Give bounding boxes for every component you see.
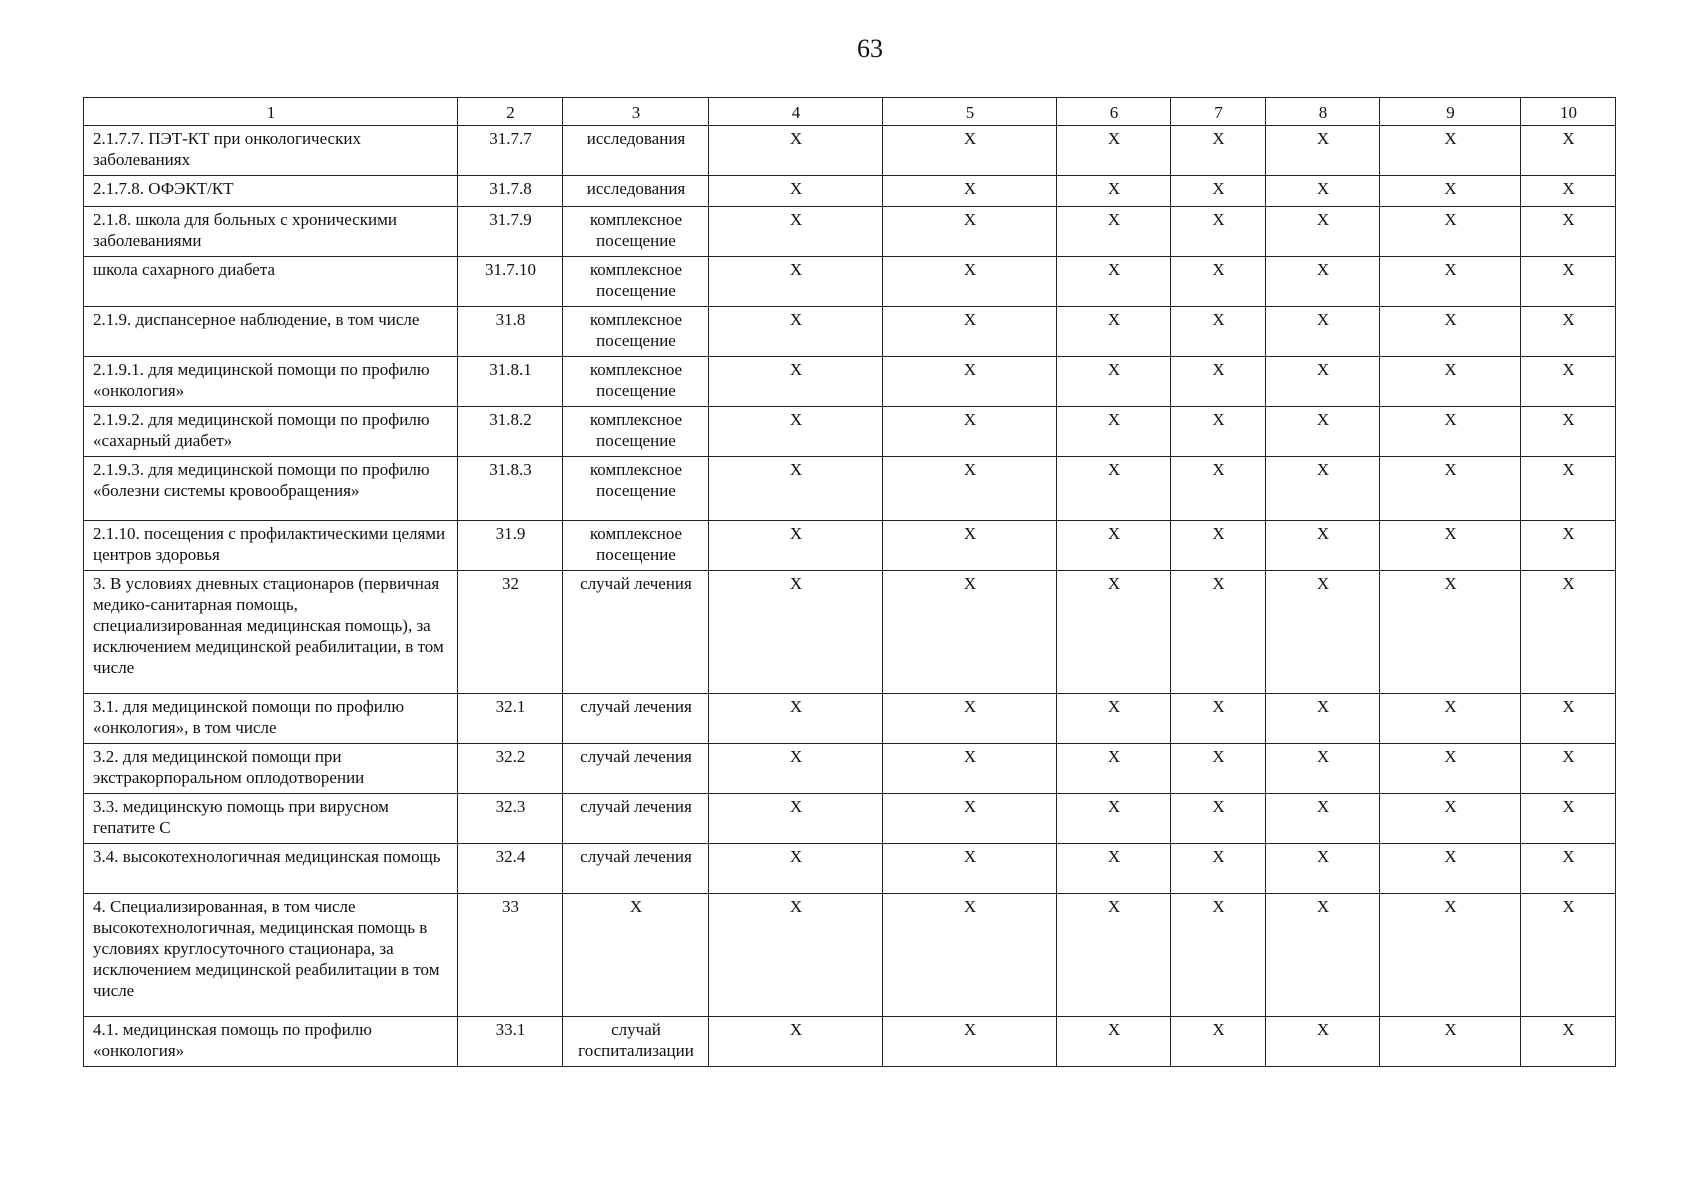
row-value-cell: Х [1171, 794, 1266, 844]
row-value-cell: Х [1266, 571, 1380, 694]
table-row [84, 894, 1616, 1017]
row-value-cell: Х [1171, 207, 1266, 257]
row-unit-cell: комплексное посещение [563, 407, 709, 457]
header-row [84, 98, 1616, 126]
row-value-cell: Х [883, 844, 1057, 894]
row-value-cell: Х [883, 407, 1057, 457]
row-value-cell: Х [1057, 126, 1171, 176]
row-name-cell: 2.1.9.2. для медицинской помощи по профилю «сахарный диабет» [84, 407, 458, 457]
row-value-cell: Х [1057, 1017, 1171, 1067]
row-value-cell: Х [1171, 1017, 1266, 1067]
row-value-cell: Х [1057, 257, 1171, 307]
row-unit-cell: комплексное посещение [563, 207, 709, 257]
row-unit-cell: комплексное посещение [563, 457, 709, 521]
row-value-cell: Х [1266, 794, 1380, 844]
row-value-cell: Х [1380, 521, 1521, 571]
row-code-cell: 31.7.8 [458, 176, 563, 207]
row-value-cell: Х [1521, 407, 1616, 457]
table-row [84, 357, 1616, 407]
row-value-cell: Х [709, 307, 883, 357]
row-code-cell: 32.4 [458, 844, 563, 894]
row-name-cell: 2.1.9. диспансерное наблюдение, в том числе [84, 307, 458, 357]
row-value-cell: Х [1266, 894, 1380, 1017]
row-value-cell: Х [1380, 1017, 1521, 1067]
row-value-cell: Х [1057, 571, 1171, 694]
row-value-cell: Х [1171, 694, 1266, 744]
table-row [84, 794, 1616, 844]
column-header: 8 [1266, 98, 1380, 126]
row-value-cell: Х [1171, 894, 1266, 1017]
row-name-cell: 4. Специализированная, в том числе высокотехнологичная, медицинская помощь в условиях круглосуточного стационара, за исключением медицинской реабилитации в том числе [84, 894, 458, 1017]
row-code-cell: 31.8.1 [458, 357, 563, 407]
row-value-cell: Х [1171, 744, 1266, 794]
row-value-cell: Х [1057, 357, 1171, 407]
row-value-cell: Х [1380, 894, 1521, 1017]
table-row [84, 1017, 1616, 1067]
row-name-cell: 2.1.9.1. для медицинской помощи по профилю «онкология» [84, 357, 458, 407]
row-unit-cell: комплексное посещение [563, 307, 709, 357]
row-code-cell: 32 [458, 571, 563, 694]
row-value-cell: Х [1380, 257, 1521, 307]
row-name-cell: 3.1. для медицинской помощи по профилю «онкология», в том числе [84, 694, 458, 744]
column-header: 4 [709, 98, 883, 126]
row-value-cell: Х [1057, 794, 1171, 844]
row-unit-cell: случай лечения [563, 794, 709, 844]
table-row [84, 407, 1616, 457]
row-value-cell: Х [1057, 694, 1171, 744]
row-value-cell: Х [1380, 176, 1521, 207]
row-value-cell: Х [883, 357, 1057, 407]
row-value-cell: Х [1171, 521, 1266, 571]
row-value-cell: Х [1171, 571, 1266, 694]
table-row [84, 571, 1616, 694]
row-value-cell: Х [1521, 894, 1616, 1017]
row-value-cell: Х [1057, 307, 1171, 357]
column-header: 7 [1171, 98, 1266, 126]
row-value-cell: Х [1171, 257, 1266, 307]
row-value-cell: Х [1057, 894, 1171, 1017]
row-value-cell: Х [1266, 844, 1380, 894]
row-code-cell: 33.1 [458, 1017, 563, 1067]
row-value-cell: Х [709, 176, 883, 207]
row-value-cell: Х [1521, 844, 1616, 894]
row-value-cell: Х [1380, 357, 1521, 407]
row-value-cell: Х [1266, 176, 1380, 207]
row-value-cell: Х [1171, 176, 1266, 207]
row-value-cell: Х [709, 521, 883, 571]
row-value-cell: Х [1521, 571, 1616, 694]
row-value-cell: Х [883, 744, 1057, 794]
row-value-cell: Х [709, 794, 883, 844]
row-code-cell: 31.7.10 [458, 257, 563, 307]
row-value-cell: Х [883, 521, 1057, 571]
row-value-cell: Х [883, 207, 1057, 257]
row-value-cell: Х [1057, 744, 1171, 794]
row-value-cell: Х [1057, 521, 1171, 571]
row-value-cell: Х [709, 694, 883, 744]
row-value-cell: Х [1266, 126, 1380, 176]
row-value-cell: Х [1266, 744, 1380, 794]
row-value-cell: Х [1266, 457, 1380, 521]
row-value-cell: Х [1171, 407, 1266, 457]
row-name-cell: 2.1.10. посещения с профилактическими целями центров здоровья [84, 521, 458, 571]
row-value-cell: Х [709, 457, 883, 521]
row-value-cell: Х [883, 1017, 1057, 1067]
row-code-cell: 31.9 [458, 521, 563, 571]
row-value-cell: Х [883, 457, 1057, 521]
row-value-cell: Х [1521, 307, 1616, 357]
row-code-cell: 31.7.7 [458, 126, 563, 176]
row-code-cell: 32.2 [458, 744, 563, 794]
column-header: 3 [563, 98, 709, 126]
row-value-cell: Х [709, 207, 883, 257]
row-value-cell: Х [1171, 457, 1266, 521]
row-name-cell: 2.1.9.3. для медицинской помощи по профилю «болезни системы кровообращения» [84, 457, 458, 521]
row-value-cell: Х [1380, 207, 1521, 257]
table-row [84, 844, 1616, 894]
table-row [84, 207, 1616, 257]
column-header: 9 [1380, 98, 1521, 126]
row-value-cell: Х [1521, 521, 1616, 571]
row-value-cell: Х [1266, 207, 1380, 257]
table-row [84, 744, 1616, 794]
row-code-cell: 31.8.2 [458, 407, 563, 457]
row-value-cell: Х [883, 571, 1057, 694]
row-value-cell: Х [1171, 357, 1266, 407]
row-value-cell: Х [1380, 844, 1521, 894]
column-header: 6 [1057, 98, 1171, 126]
row-name-cell: 2.1.7.7. ПЭТ-КТ при онкологических заболеваниях [84, 126, 458, 176]
row-value-cell: Х [1521, 694, 1616, 744]
row-unit-cell: исследования [563, 126, 709, 176]
row-name-cell: 2.1.8. школа для больных с хроническими заболеваниями [84, 207, 458, 257]
row-value-cell: Х [709, 844, 883, 894]
table-row [84, 694, 1616, 744]
row-code-cell: 33 [458, 894, 563, 1017]
row-value-cell: Х [1266, 407, 1380, 457]
row-unit-cell: комплексное посещение [563, 357, 709, 407]
table-row [84, 457, 1616, 521]
row-value-cell: Х [1266, 257, 1380, 307]
row-value-cell: Х [709, 357, 883, 407]
row-unit-cell: случай лечения [563, 744, 709, 794]
column-header: 1 [84, 98, 458, 126]
row-code-cell: 32.1 [458, 694, 563, 744]
row-value-cell: Х [1266, 357, 1380, 407]
row-value-cell: Х [1380, 571, 1521, 694]
row-value-cell: Х [1171, 126, 1266, 176]
row-value-cell: Х [1380, 694, 1521, 744]
row-value-cell: Х [1521, 794, 1616, 844]
row-value-cell: Х [883, 126, 1057, 176]
row-name-cell: 2.1.7.8. ОФЭКТ/КТ [84, 176, 458, 207]
page-number: 63 [857, 34, 883, 63]
row-value-cell: Х [1380, 457, 1521, 521]
row-value-cell: Х [1521, 744, 1616, 794]
row-value-cell: Х [1266, 694, 1380, 744]
row-value-cell: Х [883, 894, 1057, 1017]
row-name-cell: 3.4. высокотехнологичная медицинская помощь [84, 844, 458, 894]
row-value-cell: Х [1266, 521, 1380, 571]
row-unit-cell: Х [563, 894, 709, 1017]
row-value-cell: Х [709, 1017, 883, 1067]
row-name-cell: 3.2. для медицинской помощи при экстракорпоральном оплодотворении [84, 744, 458, 794]
row-unit-cell: случай лечения [563, 844, 709, 894]
table-row [84, 176, 1616, 207]
row-name-cell: 4.1. медицинская помощь по профилю «онкология» [84, 1017, 458, 1067]
row-value-cell: Х [709, 126, 883, 176]
row-value-cell: Х [1380, 307, 1521, 357]
row-value-cell: Х [1057, 407, 1171, 457]
row-value-cell: Х [1171, 844, 1266, 894]
row-value-cell: Х [1380, 744, 1521, 794]
column-header: 10 [1521, 98, 1616, 126]
row-value-cell: Х [1380, 407, 1521, 457]
row-value-cell: Х [883, 694, 1057, 744]
row-unit-cell: случай лечения [563, 571, 709, 694]
row-value-cell: Х [1057, 176, 1171, 207]
column-header: 2 [458, 98, 563, 126]
table-row [84, 126, 1616, 176]
row-value-cell: Х [1521, 176, 1616, 207]
row-value-cell: Х [709, 407, 883, 457]
row-value-cell: Х [1057, 844, 1171, 894]
row-name-cell: школа сахарного диабета [84, 257, 458, 307]
row-value-cell: Х [1266, 307, 1380, 357]
row-value-cell: Х [1266, 1017, 1380, 1067]
row-value-cell: Х [709, 744, 883, 794]
row-value-cell: Х [883, 176, 1057, 207]
column-header: 5 [883, 98, 1057, 126]
row-value-cell: Х [1521, 1017, 1616, 1067]
row-value-cell: Х [1521, 457, 1616, 521]
row-value-cell: Х [1057, 207, 1171, 257]
row-code-cell: 31.8.3 [458, 457, 563, 521]
row-value-cell: Х [709, 257, 883, 307]
row-value-cell: Х [1521, 257, 1616, 307]
table-row [84, 257, 1616, 307]
table-body [84, 126, 1616, 1067]
row-value-cell: Х [1521, 357, 1616, 407]
row-value-cell: Х [883, 794, 1057, 844]
table-row [84, 307, 1616, 357]
row-value-cell: Х [1521, 207, 1616, 257]
row-unit-cell: комплексное посещение [563, 521, 709, 571]
row-code-cell: 31.7.9 [458, 207, 563, 257]
row-unit-cell: случай лечения [563, 694, 709, 744]
row-code-cell: 31.8 [458, 307, 563, 357]
row-name-cell: 3. В условиях дневных стационаров (первичная медико-санитарная помощь, специализированная медицинская помощь), за исключением медицинской реабилитации, в том числе [84, 571, 458, 694]
row-value-cell: Х [1380, 794, 1521, 844]
row-value-cell: Х [1057, 457, 1171, 521]
row-value-cell: Х [883, 307, 1057, 357]
row-value-cell: Х [1171, 307, 1266, 357]
row-unit-cell: комплексное посещение [563, 257, 709, 307]
row-value-cell: Х [709, 894, 883, 1017]
row-code-cell: 32.3 [458, 794, 563, 844]
row-name-cell: 3.3. медицинскую помощь при вирусном гепатите С [84, 794, 458, 844]
data-table [83, 97, 1616, 1067]
row-unit-cell: случай госпитализации [563, 1017, 709, 1067]
table-row [84, 521, 1616, 571]
row-value-cell: Х [1380, 126, 1521, 176]
row-value-cell: Х [883, 257, 1057, 307]
row-unit-cell: исследования [563, 176, 709, 207]
row-value-cell: Х [709, 571, 883, 694]
row-value-cell: Х [1521, 126, 1616, 176]
